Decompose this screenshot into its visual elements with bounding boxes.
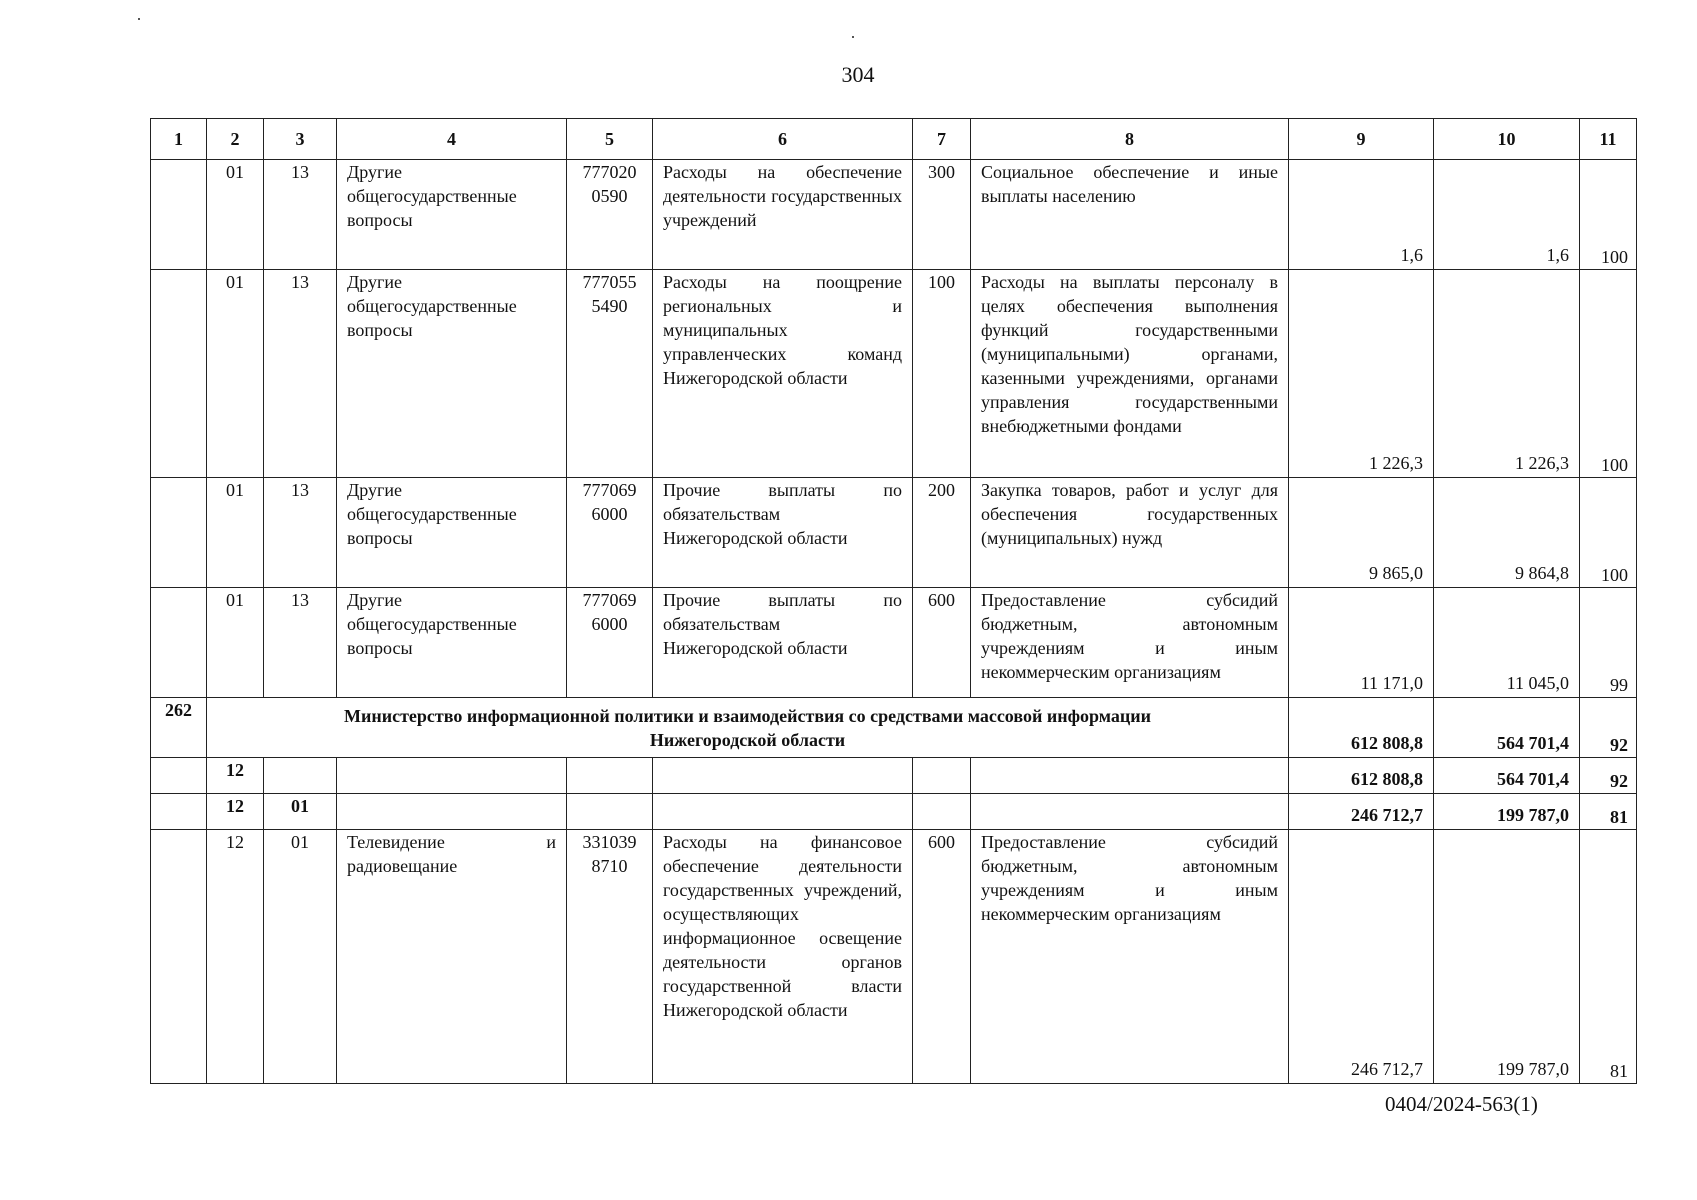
section-name: Другие общегосударственные вопросы <box>337 270 567 478</box>
expense-type-code: 200 <box>913 478 971 588</box>
section-name: Другие общегосударственные вопросы <box>337 478 567 588</box>
expense-type-name: Социальное обеспечение и иные выплаты населению <box>971 160 1289 270</box>
budget-table <box>150 118 1637 1084</box>
empty-cell <box>567 758 653 794</box>
document-code: 0404/2024-563(1) <box>1385 1092 1538 1116</box>
execution-percent: 92 <box>1580 758 1637 794</box>
ministry-name-line: Нижегородской области <box>649 729 846 750</box>
header-cell: 3 <box>264 119 337 160</box>
subsection-code: 01 <box>264 794 337 830</box>
code-part: 777069 <box>582 480 637 500</box>
empty-cell <box>264 758 337 794</box>
expense-type-code: 300 <box>913 160 971 270</box>
target-article-name: Прочие выплаты по обязательствам Нижегородской области <box>653 478 913 588</box>
header-cell: 5 <box>567 119 653 160</box>
row-number-cell <box>151 588 207 698</box>
expense-type-name: Предоставление субсидий бюджетным, автономным учреждениям и иным некоммерческим организациям <box>971 830 1289 1084</box>
target-article-code <box>567 160 653 270</box>
code-part: 0590 <box>591 186 628 206</box>
header-cell: 7 <box>913 119 971 160</box>
section-code: 12 <box>207 758 264 794</box>
header-cell: 11 <box>1580 119 1637 160</box>
empty-cell <box>653 758 913 794</box>
code-part: 777055 <box>582 272 637 292</box>
actual-amount: 9 864,8 <box>1434 478 1580 588</box>
expense-type-name: Расходы на выплаты персоналу в целях обеспечения выполнения функций государственными (муниципальными) органами, казенными учреждениями, органами управления государственными внебюджетными фондами <box>971 270 1289 478</box>
target-article-code <box>567 478 653 588</box>
row-number-cell <box>151 830 207 1084</box>
planned-amount: 9 865,0 <box>1289 478 1434 588</box>
expense-type-code: 600 <box>913 830 971 1084</box>
execution-percent: 100 <box>1580 478 1637 588</box>
execution-percent: 81 <box>1580 794 1637 830</box>
section-name: Другие общегосударственные вопросы <box>337 160 567 270</box>
subsection-code: 13 <box>264 160 337 270</box>
planned-amount: 1 226,3 <box>1289 270 1434 478</box>
empty-cell <box>913 794 971 830</box>
expense-type-name: Закупка товаров, работ и услуг для обеспечения государственных (муниципальных) нужд <box>971 478 1289 588</box>
execution-percent: 100 <box>1580 160 1637 270</box>
expense-type-code: 100 <box>913 270 971 478</box>
actual-amount: 11 045,0 <box>1434 588 1580 698</box>
table-row <box>151 588 1637 698</box>
empty-cell <box>971 794 1289 830</box>
subsection-code: 13 <box>264 478 337 588</box>
header-cell: 6 <box>653 119 913 160</box>
actual-amount: 199 787,0 <box>1434 794 1580 830</box>
subsection-code: 13 <box>264 588 337 698</box>
page-number: 304 <box>841 62 875 87</box>
actual-amount: 1 226,3 <box>1434 270 1580 478</box>
planned-amount: 246 712,7 <box>1289 794 1434 830</box>
scan-speck <box>138 18 140 20</box>
row-number-cell <box>151 270 207 478</box>
section-total-row <box>151 758 1637 794</box>
planned-amount: 612 808,8 <box>1289 698 1434 758</box>
subsection-code: 13 <box>264 270 337 478</box>
section-code: 12 <box>207 794 264 830</box>
actual-amount: 564 701,4 <box>1434 758 1580 794</box>
actual-amount: 564 701,4 <box>1434 698 1580 758</box>
empty-cell <box>971 758 1289 794</box>
code-part: 6000 <box>591 504 628 524</box>
empty-cell <box>567 794 653 830</box>
execution-percent: 81 <box>1580 830 1637 1084</box>
ministry-code: 262 <box>151 698 207 758</box>
row-number-cell <box>151 160 207 270</box>
table-row <box>151 160 1637 270</box>
target-article-name: Расходы на финансовое обеспечение деятельности государственных учреждений, осуществляющих информационное освещение деятельности органов государственной власти Нижегородской области <box>653 830 913 1084</box>
ministry-name <box>207 698 1289 758</box>
section-code: 01 <box>207 588 264 698</box>
empty-cell <box>337 758 567 794</box>
target-article-name: Прочие выплаты по обязательствам Нижегородской области <box>653 588 913 698</box>
empty-cell <box>913 758 971 794</box>
header-cell: 8 <box>971 119 1289 160</box>
expense-type-name: Предоставление субсидий бюджетным, автономным учреждениям и иным некоммерческим организациям <box>971 588 1289 698</box>
execution-percent: 92 <box>1580 698 1637 758</box>
target-article-name: Расходы на поощрение региональных и муниципальных управленческих команд Нижегородской области <box>653 270 913 478</box>
header-row <box>151 119 1637 160</box>
section-name: Другие общегосударственные вопросы <box>337 588 567 698</box>
target-article-code <box>567 270 653 478</box>
section-code: 12 <box>207 830 264 1084</box>
empty-cell <box>653 794 913 830</box>
code-part: 331039 <box>582 832 637 852</box>
code-part: 777020 <box>582 162 637 182</box>
table-row <box>151 830 1637 1084</box>
section-name: Телевидение и радиовещание <box>337 830 567 1084</box>
code-part: 6000 <box>591 614 628 634</box>
header-cell: 10 <box>1434 119 1580 160</box>
section-code: 01 <box>207 478 264 588</box>
planned-amount: 246 712,7 <box>1289 830 1434 1084</box>
code-part: 8710 <box>591 856 628 876</box>
planned-amount: 1,6 <box>1289 160 1434 270</box>
actual-amount: 1,6 <box>1434 160 1580 270</box>
planned-amount: 11 171,0 <box>1289 588 1434 698</box>
target-article-code <box>567 588 653 698</box>
header-cell: 2 <box>207 119 264 160</box>
row-number-cell <box>151 478 207 588</box>
header-cell: 9 <box>1289 119 1434 160</box>
row-number-cell <box>151 794 207 830</box>
section-code: 01 <box>207 270 264 478</box>
scan-speck <box>852 36 854 38</box>
execution-percent: 100 <box>1580 270 1637 478</box>
actual-amount: 199 787,0 <box>1434 830 1580 1084</box>
row-number-cell <box>151 758 207 794</box>
code-part: 5490 <box>591 296 628 316</box>
subsection-code: 01 <box>264 830 337 1084</box>
header-cell: 1 <box>151 119 207 160</box>
code-part: 777069 <box>582 590 637 610</box>
table-row <box>151 478 1637 588</box>
expense-type-code: 600 <box>913 588 971 698</box>
header-cell: 4 <box>337 119 567 160</box>
execution-percent: 99 <box>1580 588 1637 698</box>
subsection-total-row <box>151 794 1637 830</box>
table-row <box>151 270 1637 478</box>
empty-cell <box>337 794 567 830</box>
ministry-name-line: Министерство информационной политики и взаимодействия со средствами массовой информации <box>343 705 1152 726</box>
target-article-name: Расходы на обеспечение деятельности государственных учреждений <box>653 160 913 270</box>
ministry-row <box>151 698 1637 758</box>
planned-amount: 612 808,8 <box>1289 758 1434 794</box>
section-code: 01 <box>207 160 264 270</box>
target-article-code <box>567 830 653 1084</box>
